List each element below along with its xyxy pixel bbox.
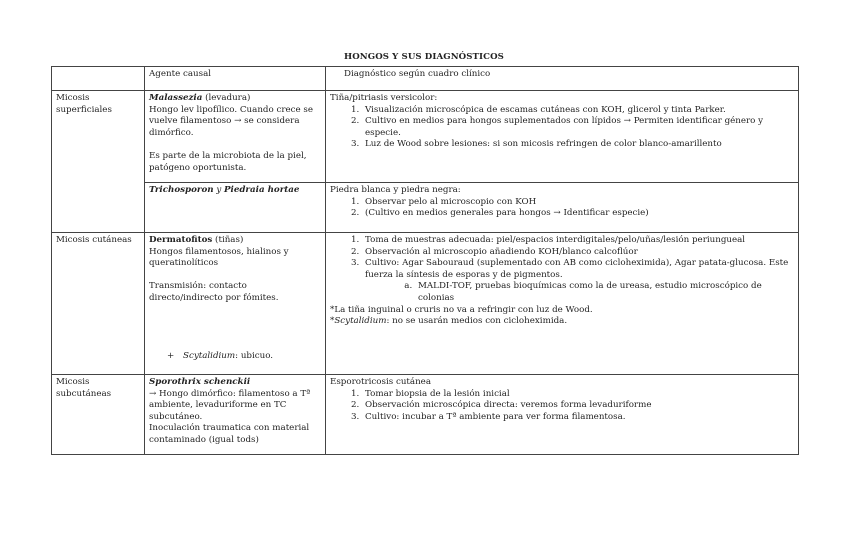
- agent-name: Dermatofitos: [149, 235, 213, 245]
- fungi-diagnosis-table: [51, 66, 799, 455]
- note-prefix: *: [330, 316, 335, 327]
- agent-name: Piedraia hortae: [224, 185, 300, 195]
- agent-suffix: (tiñas): [212, 235, 244, 245]
- diagnosis-list: [330, 235, 795, 305]
- header-cell-diagnosis: Diagnóstico según cuadro clínico: [326, 67, 799, 91]
- category-label: Micosis subcutáneas: [56, 377, 112, 399]
- document-title: HONGOS Y SUS DIAGNÓSTICOS: [344, 52, 504, 62]
- agent-note: Transmisión: contacto directo/indirecto por fómites.: [149, 281, 279, 303]
- agent-name: Trichosporon: [149, 185, 214, 195]
- diagnosis-cell: [326, 375, 799, 455]
- list-item-text: Cultivo: Agar Sabouraud (suplementado con AB como cicloheximida), Agar patata-glucosa. Este fuerza la síntesis de esporas y de pigmentos.: [365, 258, 789, 280]
- list-item: 2. Cultivo en medios para hongos suplementados con lípidos → Permiten identificar género y especie.: [362, 116, 795, 139]
- list-item: 1. Tomar biopsia de la lesión inicial: [362, 389, 795, 401]
- diagnosis-title: Tiña/pitriasis versicolor:: [330, 93, 438, 103]
- diagnosis-cell: [326, 183, 799, 233]
- diagnosis-list: [330, 389, 795, 424]
- list-item: 3. Luz de Wood sobre lesiones: si son micosis refringen de color blanco-amarillento: [362, 139, 795, 151]
- table-row: [52, 183, 799, 233]
- diagnosis-cell: [326, 233, 799, 375]
- diagnosis-note: *La tiña inguinal o cruris no va a refringir con luz de Wood.: [330, 304, 593, 315]
- header-cell-agent: Agente causal: [145, 67, 326, 91]
- bullet-text: : ubicuo.: [235, 350, 274, 361]
- diagnosis-title: Piedra blanca y piedra negra:: [330, 185, 461, 195]
- diagnosis-title: Esporotricosis cutánea: [330, 377, 431, 387]
- agent-cell: [145, 91, 326, 183]
- diagnosis-list: [330, 105, 795, 151]
- table-row: [52, 375, 799, 455]
- header-cell-empty: [52, 67, 145, 91]
- list-item: 1. Observar pelo al microscopio con KOH: [362, 197, 795, 209]
- list-item: 2. Observación al microscopio añadiendo KOH/blanco calcoflúor: [362, 247, 795, 259]
- agent-suffix: (levadura): [202, 93, 251, 103]
- category-label: Micosis superficiales: [56, 93, 112, 115]
- list-item: 2. (Cultivo en medios generales para hongos → Identificar especie): [362, 208, 795, 220]
- note-text: : no se usarán medios con cicloheximida.: [386, 316, 568, 327]
- note-name: Scytalidium: [334, 316, 387, 327]
- list-item: 3. Cultivo: incubar a Tª ambiente para ver forma filamentosa.: [362, 412, 795, 424]
- diagnosis-note: [330, 316, 795, 328]
- bullet-mark: +: [167, 350, 175, 361]
- list-item: [362, 258, 795, 304]
- agent-description: Hongos filamentosos, hialinos y queratinolíticos: [149, 246, 289, 269]
- agent-cell: [145, 183, 326, 233]
- agent-heading: [149, 93, 322, 105]
- bullet-name: Scytalidium: [183, 350, 236, 361]
- table-header-row: [52, 67, 799, 91]
- bullet-item: [149, 351, 322, 363]
- agent-heading: [149, 185, 322, 197]
- category-cell: [52, 91, 145, 233]
- diagnosis-cell: [326, 91, 799, 183]
- agent-description: → Hongo dimórfico: filamentoso a Tª ambiente, levaduriforme en TC subcutáneo.: [149, 388, 311, 422]
- agent-name: Sporothrix schenckii: [149, 377, 251, 387]
- agent-heading: [149, 235, 322, 247]
- list-item: 1. Toma de muestras adecuada: piel/espacios interdigitales/pelo/uñas/lesión periungueal: [362, 235, 795, 247]
- agent-note: Inoculación traumatica con material contaminado (igual tods): [149, 423, 310, 445]
- agent-note: Es parte de la microbiota de la piel, patógeno oportunista.: [149, 150, 307, 173]
- category-cell: [52, 375, 145, 455]
- list-item: a. MALDI-TOF, pruebas bioquímicas como la de ureasa, estudio microscópico de colonias: [415, 281, 795, 304]
- agent-description: Hongo lev lipofílico. Cuando crece se vuelve filamentoso → se considera dimórfico.: [149, 104, 314, 138]
- agent-cell: [145, 375, 326, 455]
- list-item: 2. Observación microscópica directa: veremos forma levaduriforme: [362, 400, 795, 412]
- agent-cell: [145, 233, 326, 375]
- table-row: [52, 91, 799, 183]
- diagnosis-sublist: [365, 281, 795, 304]
- table-row: [52, 233, 799, 375]
- category-cell: [52, 233, 145, 375]
- diagnosis-list: [330, 197, 795, 220]
- list-item: 1. Visualización microscópica de escamas cutáneas con KOH, glicerol y tinta Parker.: [362, 105, 795, 117]
- category-label: Micosis cutáneas: [56, 235, 132, 245]
- agent-name: Malassezia: [149, 93, 203, 103]
- agent-join: y: [213, 185, 224, 195]
